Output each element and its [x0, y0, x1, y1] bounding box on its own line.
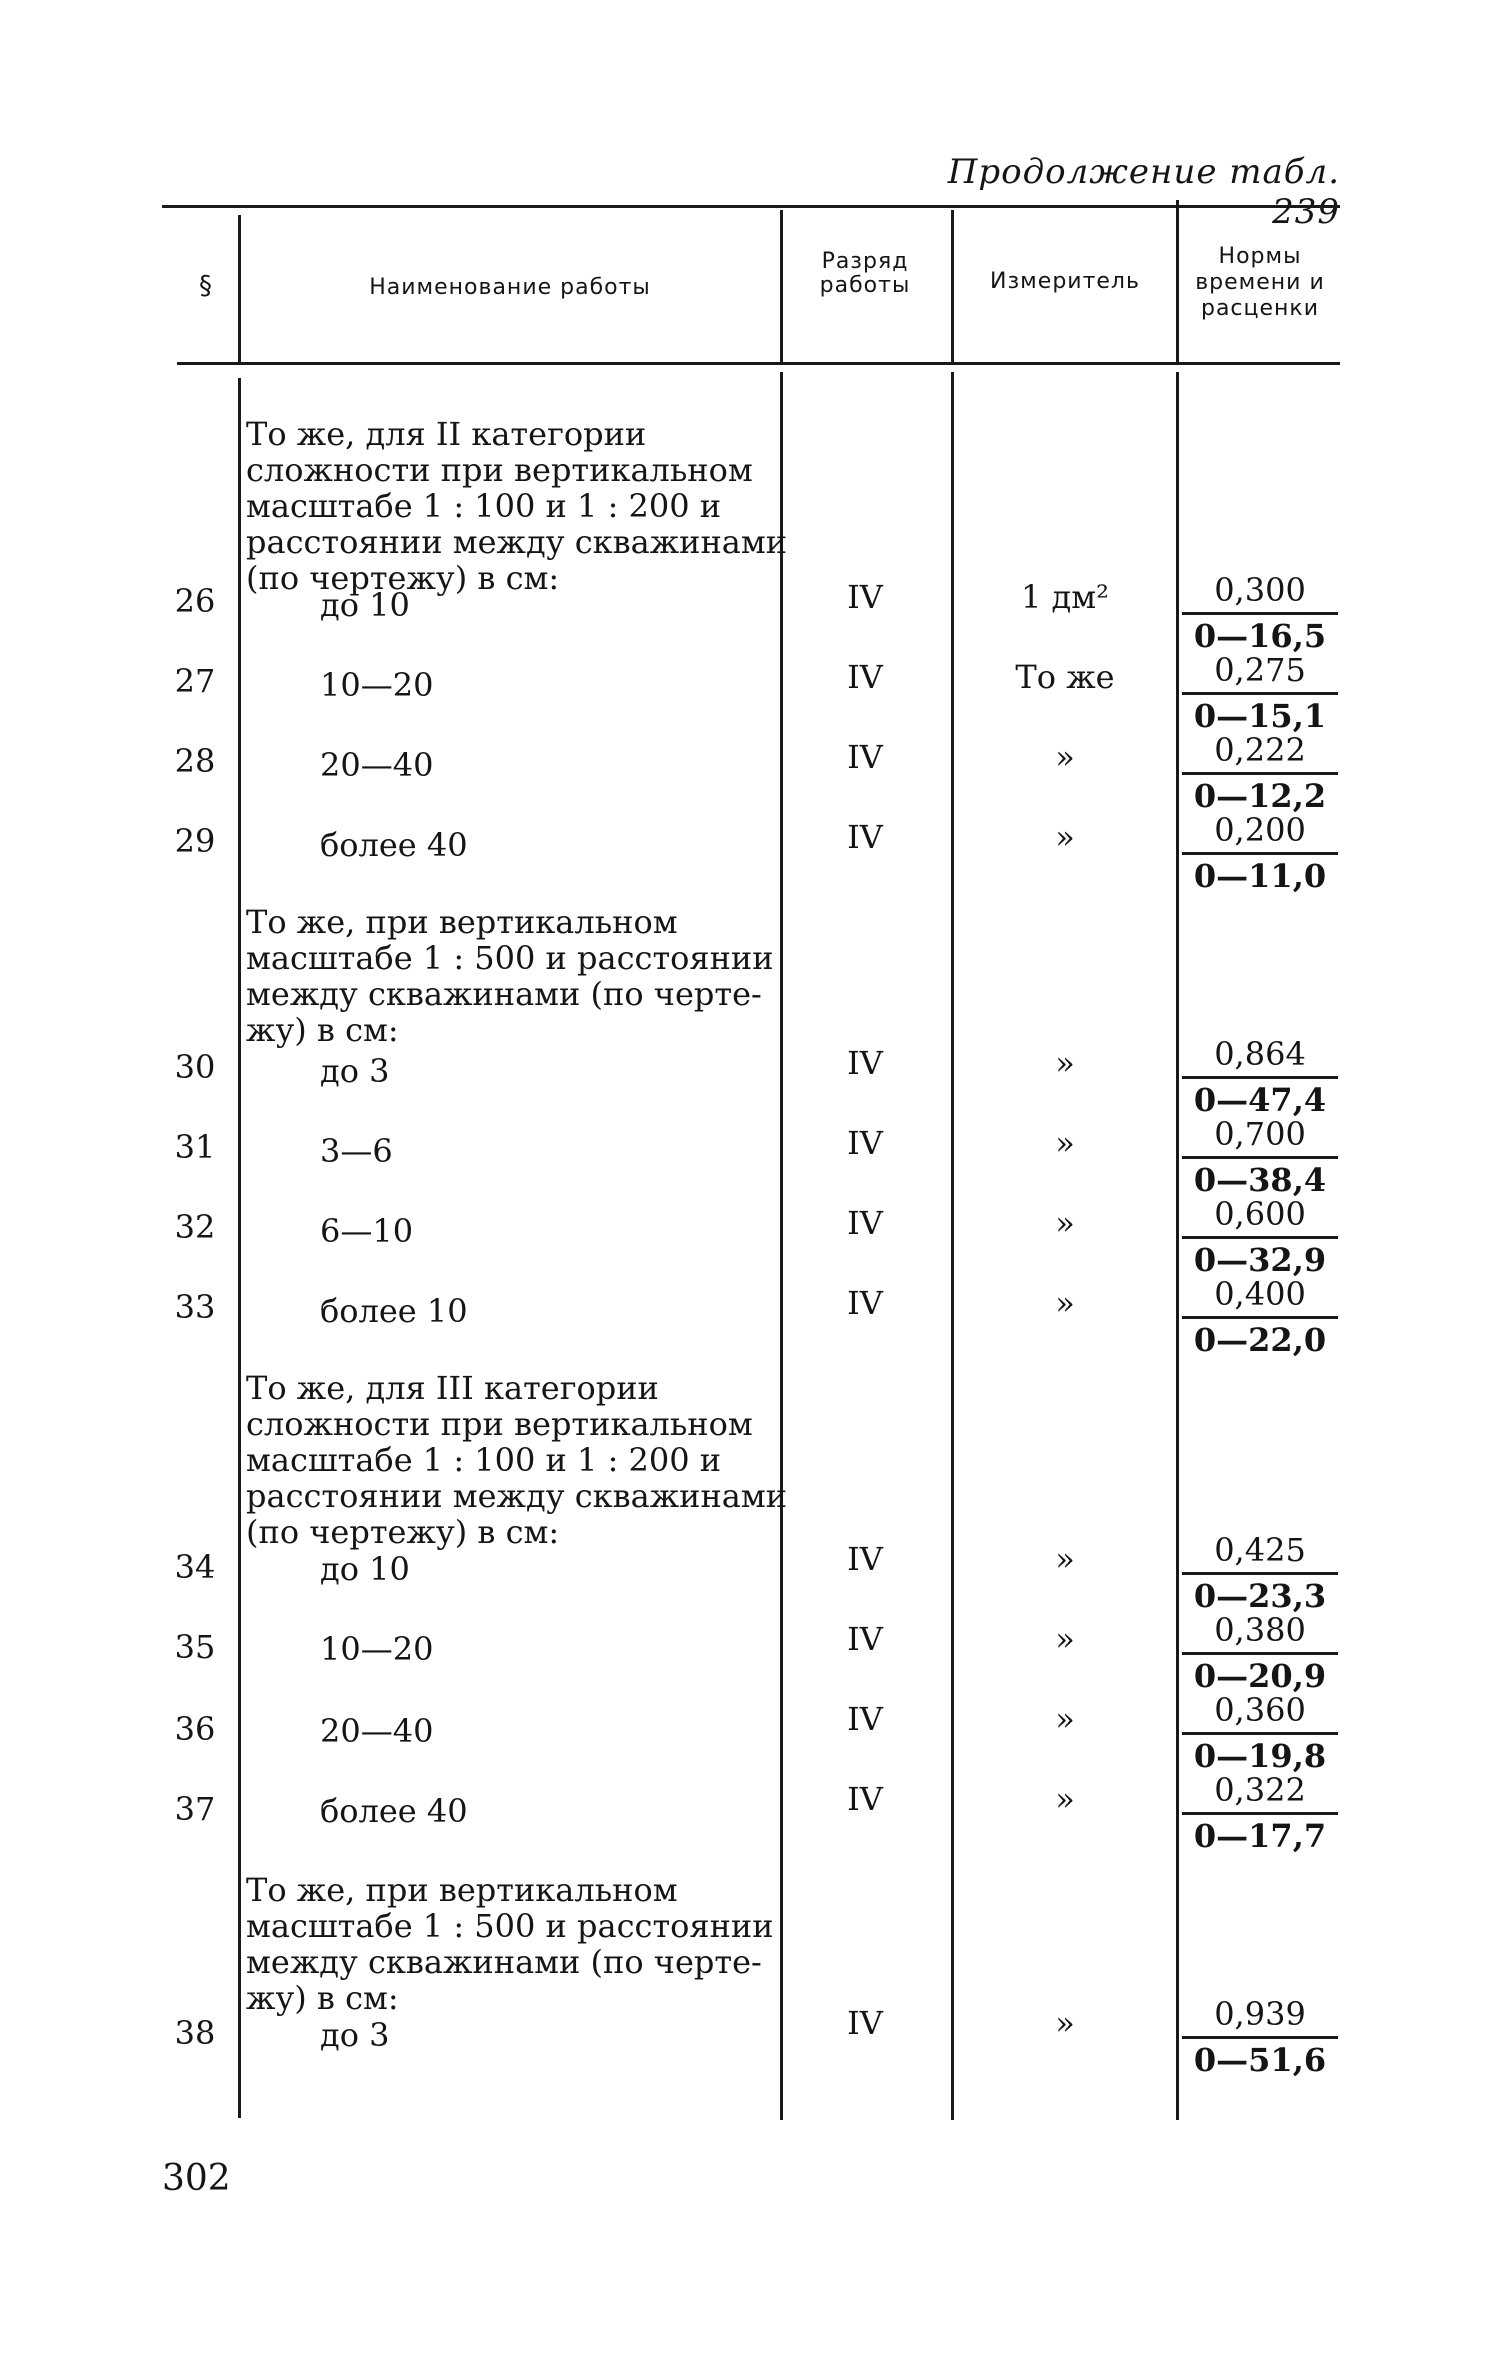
body-divider-1 [238, 378, 241, 2118]
section-number: 33 [174, 1288, 216, 1326]
row-norm: 0,864 [1214, 1035, 1306, 1073]
section-number: 35 [174, 1628, 216, 1666]
row-rate: 0—22,0 [1193, 1321, 1327, 1359]
fraction-rule [1182, 1076, 1338, 1079]
fraction-rule [1182, 1236, 1338, 1239]
group-description [246, 904, 776, 1048]
page-number: 302 [162, 2158, 231, 2199]
row-item: до 3 [320, 2016, 390, 2054]
row-item: до 10 [320, 1550, 410, 1588]
row-rate: 0—23,3 [1193, 1577, 1327, 1615]
row-item: 20—40 [320, 746, 434, 784]
row-norm: 0,200 [1214, 811, 1306, 849]
row-unit: » [1055, 1700, 1075, 1738]
fraction-rule [1182, 1156, 1338, 1159]
row-rate: 0—16,5 [1193, 617, 1327, 655]
fraction-rule [1182, 1812, 1338, 1815]
header-divider-4 [1176, 200, 1179, 363]
row-norm: 0,380 [1214, 1611, 1306, 1649]
header-norms: Нормы времени и расценки [1195, 244, 1325, 321]
section-number: 30 [174, 1048, 216, 1086]
description-line: То же, при вертикальном [246, 1871, 678, 1909]
row-norm: 0,322 [1214, 1771, 1306, 1809]
row-unit: » [1055, 1540, 1075, 1578]
group-description [246, 1872, 776, 2016]
fraction-rule [1182, 2036, 1338, 2039]
row-rate: 0—11,0 [1193, 857, 1327, 895]
description-line: То же, при вертикальном [246, 903, 678, 941]
row-rate: 0—20,9 [1193, 1657, 1327, 1695]
row-rate: 0—47,4 [1193, 1081, 1327, 1119]
header-divider-2 [780, 210, 783, 363]
row-item: 10—20 [320, 666, 434, 704]
description-line: между скважинами (по черте- [246, 975, 762, 1013]
row-grade: IV [847, 658, 883, 696]
row-item: 6—10 [320, 1212, 414, 1250]
row-unit: » [1055, 1204, 1075, 1242]
row-unit: » [1055, 1044, 1075, 1082]
fraction-rule [1182, 852, 1338, 855]
row-norm: 0,360 [1214, 1691, 1306, 1729]
row-norm: 0,939 [1214, 1995, 1306, 2033]
section-number: 32 [174, 1208, 216, 1246]
section-number: 26 [174, 582, 216, 620]
row-unit: То же [1015, 658, 1115, 696]
header-unit: Измеритель [990, 269, 1140, 294]
row-unit: » [1055, 1284, 1075, 1322]
table-continuation-caption: Продолжение табл. 239 [947, 152, 1340, 232]
row-grade: IV [847, 1540, 883, 1578]
row-item: более 40 [320, 826, 468, 864]
row-norm: 0,700 [1214, 1115, 1306, 1153]
description-line: сложности при вертикальном [246, 1405, 753, 1443]
header-divider-3 [951, 210, 954, 363]
section-number: 36 [174, 1710, 216, 1748]
fraction-rule [1182, 1652, 1338, 1655]
body-divider-3 [951, 372, 954, 2120]
row-norm: 0,600 [1214, 1195, 1306, 1233]
row-rate: 0—15,1 [1193, 697, 1327, 735]
header-section: § [199, 271, 213, 301]
row-grade: IV [847, 1204, 883, 1242]
fraction-rule [1182, 772, 1338, 775]
description-line: (по чертежу) в см: [246, 559, 560, 597]
row-grade: IV [847, 818, 883, 856]
row-item: до 10 [320, 586, 410, 624]
row-rate: 0—17,7 [1193, 1817, 1327, 1855]
header-divider-1 [238, 215, 241, 363]
row-unit: » [1055, 1780, 1075, 1818]
row-item: более 40 [320, 1792, 468, 1830]
description-line: жу) в см: [246, 1979, 399, 2017]
fraction-rule [1182, 692, 1338, 695]
row-norm: 0,275 [1214, 651, 1306, 689]
row-grade: IV [847, 1124, 883, 1162]
row-norm: 0,222 [1214, 731, 1306, 769]
section-number: 34 [174, 1548, 216, 1586]
header-bottom-rule [177, 362, 1340, 365]
row-rate: 0—51,6 [1193, 2041, 1327, 2079]
section-number: 28 [174, 742, 216, 780]
section-number: 31 [174, 1128, 216, 1166]
description-line: То же, для III категории [246, 1369, 659, 1407]
row-rate: 0—12,2 [1193, 777, 1327, 815]
row-unit: » [1055, 818, 1075, 856]
row-grade: IV [847, 578, 883, 616]
description-line: масштабе 1 : 100 и 1 : 200 и [246, 1441, 722, 1479]
table-top-rule [162, 205, 1340, 208]
fraction-rule [1182, 612, 1338, 615]
row-item: 10—20 [320, 1630, 434, 1668]
fraction-rule [1182, 1316, 1338, 1319]
row-norm: 0,300 [1214, 571, 1306, 609]
row-grade: IV [847, 738, 883, 776]
section-number: 27 [174, 662, 216, 700]
section-number: 37 [174, 1790, 216, 1828]
description-line: жу) в см: [246, 1011, 399, 1049]
description-line: масштабе 1 : 500 и расстоянии [246, 939, 774, 977]
description-line: масштабе 1 : 100 и 1 : 200 и [246, 487, 722, 525]
description-line: сложности при вертикальном [246, 451, 753, 489]
row-grade: IV [847, 1620, 883, 1658]
row-rate: 0—19,8 [1193, 1737, 1327, 1775]
section-number: 38 [174, 2014, 216, 2052]
row-grade: IV [847, 1044, 883, 1082]
description-line: расстоянии между скважинами [246, 523, 788, 561]
row-rate: 0—32,9 [1193, 1241, 1327, 1279]
fraction-rule [1182, 1572, 1338, 1575]
row-grade: IV [847, 1284, 883, 1322]
group-description [246, 415, 788, 597]
row-grade: IV [847, 1700, 883, 1738]
row-unit: » [1055, 738, 1075, 776]
row-item: 20—40 [320, 1712, 434, 1750]
row-unit: 1 дм² [1021, 578, 1109, 616]
row-unit: » [1055, 1620, 1075, 1658]
header-name: Наименование работы [369, 275, 651, 300]
row-norm: 0,425 [1214, 1531, 1306, 1569]
description-line: между скважинами (по черте- [246, 1943, 762, 1981]
row-item: до 3 [320, 1052, 390, 1090]
body-divider-4 [1176, 372, 1179, 2120]
fraction-rule [1182, 1732, 1338, 1735]
row-grade: IV [847, 1780, 883, 1818]
description-line: (по чертежу) в см: [246, 1513, 560, 1551]
body-divider-2 [780, 372, 783, 2120]
description-line: масштабе 1 : 500 и расстоянии [246, 1907, 774, 1945]
description-line: То же, для II категории [246, 415, 647, 453]
row-grade: IV [847, 2004, 883, 2042]
row-norm: 0,400 [1214, 1275, 1306, 1313]
group-description [246, 1369, 788, 1551]
row-item: более 10 [320, 1292, 468, 1330]
row-item: 3—6 [320, 1132, 393, 1170]
row-unit: » [1055, 2004, 1075, 2042]
row-unit: » [1055, 1124, 1075, 1162]
header-grade: Разряд работы [819, 249, 911, 298]
row-rate: 0—38,4 [1193, 1161, 1327, 1199]
description-line: расстоянии между скважинами [246, 1477, 788, 1515]
section-number: 29 [174, 822, 216, 860]
